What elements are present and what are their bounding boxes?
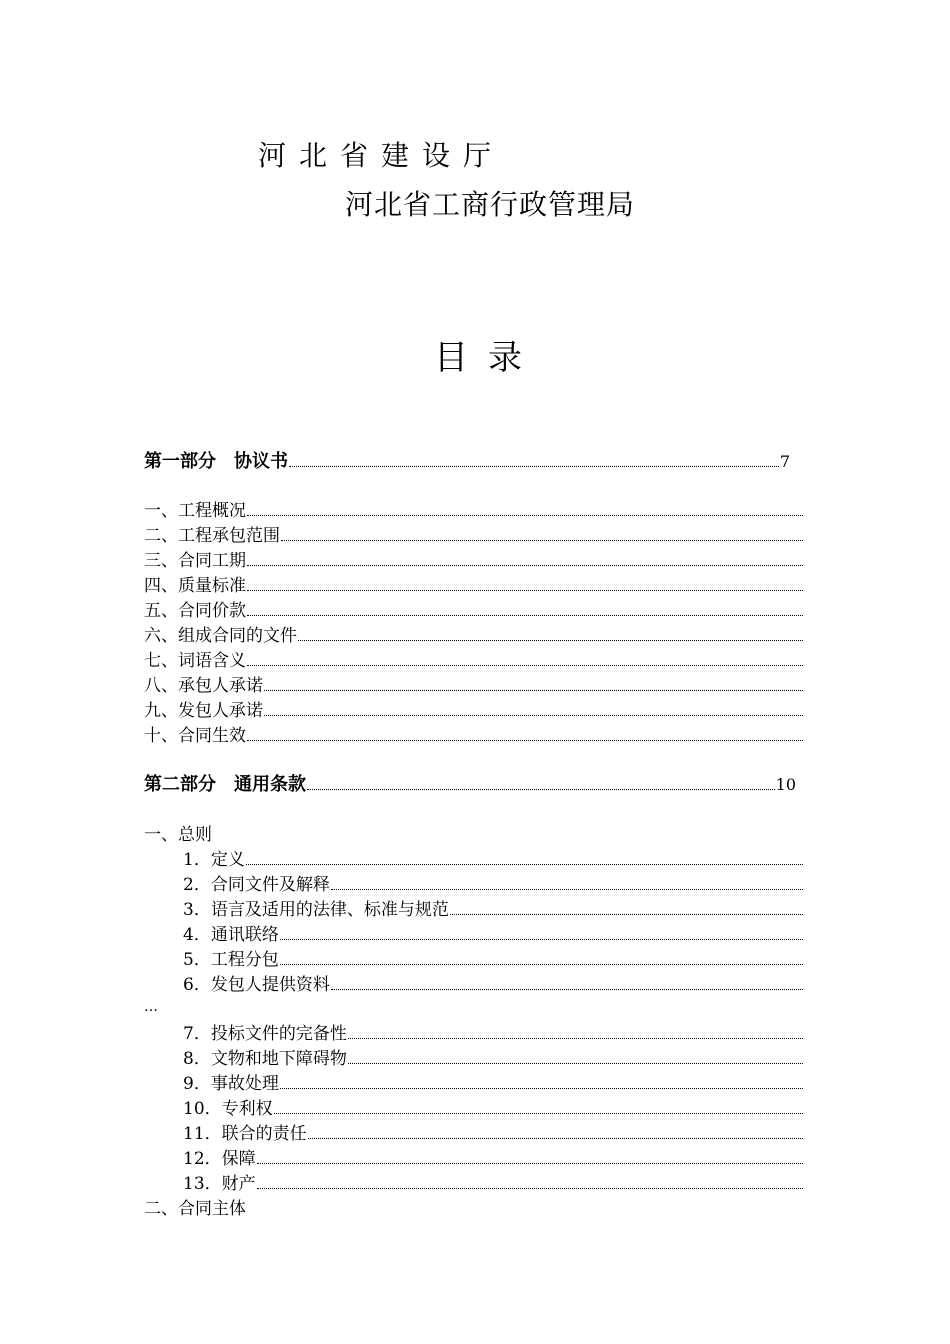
- toc-item[interactable]: [144, 525, 804, 547]
- toc-part-1[interactable]: [144, 451, 790, 473]
- toc-section-general[interactable]: 一、总则: [144, 825, 212, 845]
- toc-item-label: 二、工程承包范围: [144, 526, 280, 546]
- toc-item-label: 四、质量标准: [144, 576, 246, 596]
- toc-clause-label: 11．联合的责任: [183, 1124, 307, 1144]
- toc-clause[interactable]: [183, 1148, 804, 1170]
- toc-part-2-label: 第二部分 通用条款: [144, 774, 306, 795]
- toc-leader-dots: [247, 590, 803, 591]
- toc-part-2[interactable]: [144, 774, 796, 796]
- toc-leader-dots: [289, 466, 779, 467]
- toc-leader-dots: [247, 565, 803, 566]
- toc-part-1-label: 第一部分 协议书: [144, 451, 288, 472]
- toc-leader-dots: [348, 1038, 803, 1039]
- toc-leader-dots: [246, 864, 803, 865]
- toc-clause-label: 12．保障: [183, 1149, 256, 1169]
- toc-title: 目录: [434, 338, 542, 378]
- toc-clause-label: 8．文物和地下障碍物: [183, 1049, 347, 1069]
- issuer-construction-dept: 河北省建设厅: [258, 139, 505, 172]
- toc-clause[interactable]: [183, 974, 804, 996]
- toc-item[interactable]: [144, 500, 804, 522]
- toc-item-label: 十、合同生效: [144, 726, 246, 746]
- toc-item[interactable]: [144, 575, 804, 597]
- toc-item-label: 一、工程概况: [144, 501, 246, 521]
- issuer-commerce-bureau: 河北省工商行政管理局: [345, 188, 636, 221]
- toc-item[interactable]: [144, 725, 804, 747]
- toc-clause[interactable]: [183, 1123, 804, 1145]
- toc-item[interactable]: [144, 650, 804, 672]
- toc-leader-dots: [257, 1188, 803, 1189]
- toc-item[interactable]: [144, 550, 804, 572]
- toc-overflow-dots: …: [144, 999, 158, 1015]
- toc-part-1-page: 7: [779, 452, 790, 471]
- toc-clause[interactable]: [183, 1173, 804, 1195]
- toc-leader-dots: [331, 989, 803, 990]
- toc-leader-dots: [348, 1063, 803, 1064]
- toc-leader-dots: [281, 540, 803, 541]
- toc-clause-label: 6．发包人提供资料: [183, 975, 330, 995]
- toc-leader-dots: [280, 964, 803, 965]
- toc-clause-label: 9．事故处理: [183, 1074, 279, 1094]
- toc-item-label: 八、承包人承诺: [144, 676, 263, 696]
- toc-item[interactable]: [144, 625, 804, 647]
- toc-item-label: 三、合同工期: [144, 551, 246, 571]
- toc-leader-dots: [280, 939, 803, 940]
- toc-clause[interactable]: [183, 924, 804, 946]
- toc-clause[interactable]: [183, 1098, 804, 1120]
- toc-leader-dots: [450, 914, 803, 915]
- toc-leader-dots: [298, 640, 803, 641]
- toc-clause-label: 2．合同文件及解释: [183, 875, 330, 895]
- toc-section-contract-parties[interactable]: 二、合同主体: [144, 1199, 246, 1219]
- toc-leader-dots: [307, 789, 775, 790]
- toc-clause[interactable]: [183, 849, 804, 871]
- toc-leader-dots: [274, 1113, 803, 1114]
- toc-clause[interactable]: [183, 1048, 804, 1070]
- toc-clause-label: 3．语言及适用的法律、标准与规范: [183, 900, 449, 920]
- toc-clause-label: 13．财产: [183, 1174, 256, 1194]
- toc-leader-dots: [257, 1163, 803, 1164]
- toc-leader-dots: [247, 740, 803, 741]
- toc-clause-label: 5．工程分包: [183, 950, 279, 970]
- toc-item[interactable]: [144, 675, 804, 697]
- toc-leader-dots: [264, 715, 803, 716]
- toc-leader-dots: [331, 889, 803, 890]
- toc-clause[interactable]: [183, 874, 804, 896]
- toc-item[interactable]: [144, 700, 804, 722]
- toc-leader-dots: [247, 665, 803, 666]
- toc-item-label: 九、发包人承诺: [144, 701, 263, 721]
- toc-clause-label: 10．专利权: [183, 1099, 273, 1119]
- toc-clause-label: 4．通讯联络: [183, 925, 279, 945]
- toc-clause[interactable]: [183, 899, 804, 921]
- toc-clause[interactable]: [183, 1073, 804, 1095]
- toc-part-2-page: 10: [775, 775, 796, 794]
- toc-item-label: 七、词语含义: [144, 651, 246, 671]
- toc-item-label: 五、合同价款: [144, 601, 246, 621]
- toc-leader-dots: [264, 690, 803, 691]
- toc-leader-dots: [308, 1138, 803, 1139]
- toc-item-label: 六、组成合同的文件: [144, 626, 297, 646]
- toc-item[interactable]: [144, 600, 804, 622]
- toc-clause[interactable]: [183, 949, 804, 971]
- toc-leader-dots: [247, 615, 803, 616]
- toc-leader-dots: [280, 1088, 803, 1089]
- toc-clause[interactable]: [183, 1023, 804, 1045]
- toc-clause-label: 7．投标文件的完备性: [183, 1024, 347, 1044]
- toc-clause-label: 1．定义: [183, 850, 245, 870]
- toc-leader-dots: [247, 515, 803, 516]
